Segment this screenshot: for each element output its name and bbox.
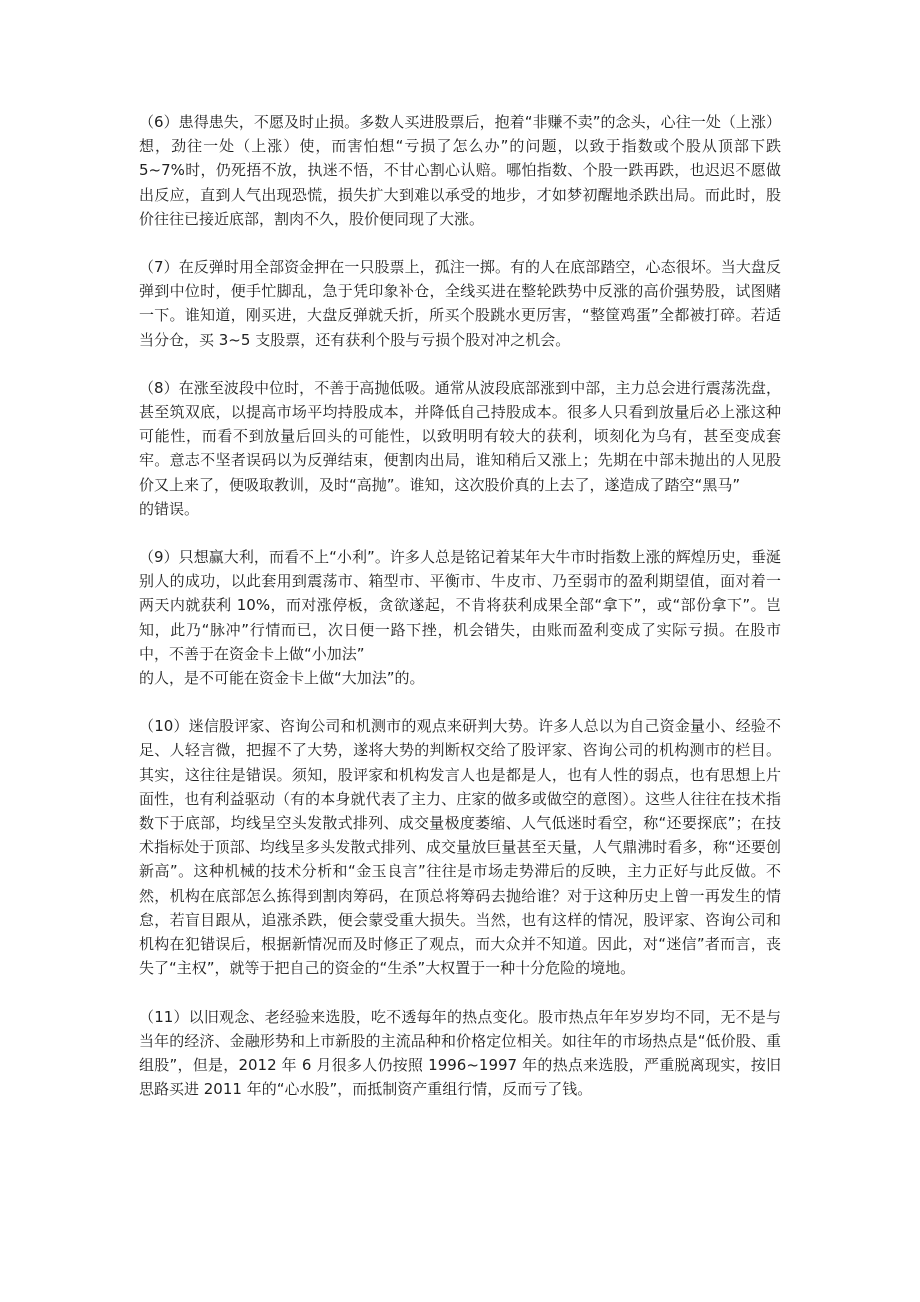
paragraph-10 (139, 714, 781, 980)
paragraph-8 (139, 376, 781, 521)
paragraph-7 (139, 255, 781, 352)
paragraph-text: （11）以旧观念、老经验来选股，吃不透每年的热点变化。股市热点年年岁岁均不同，无不是与当年的经济、金融形势和上市新股的主流品种和价格定位相关。如往年的市场热点是“低价股、重组股”，但是，2012 年 6 月很多人仍按照 1996~1997 年的热点来选股，严重脱离现实，按旧思路买进 2011 年的“心水股”，而抵制资产重组行情，反而亏了钱。 (139, 1007, 781, 1099)
paragraph-text: （10）迷信股评家、咨询公司和机测市的观点来研判大势。许多人总以为自己资金量小、经验不足、人轻言微，把握不了大势，遂将大势的判断权交给了股评家、咨询公司的机构测市的栏目。其实，这往往是错误。须知，股评家和机构发言人也是都是人，也有人性的弱点，也有思想上片面性，也有利益驱动（有的本身就代表了主力、庄家的做多或做空的意图）。这些人往往在技术指数下于底部，均线呈空头发散式排列、成交量极度萎缩、人气低迷时看空，称“还要探底”；在技术指标处于顶部、均线呈多头发散式排列、成交量放巨量甚至天量，人气鼎沸时看多，称“还要创新高”。这种机械的技术分析和“金玉良言”往往是市场走势滞后的反映，主力正好与此反做。不然，机构在底部怎么拣得到割肉筹码，在顶总将筹码去抛给谁？对于这种历史上曾一再发生的情怠，若盲目跟从，追涨杀跌，便会蒙受重大损失。当然，也有这样的情况，股评家、咨询公司和机构在犯错误后，根据新情况而及时修正了观点，而大众并不知道。因此，对“迷信”者而言，丧失了“主权”，就等于把自己的资金的“生杀”大权置于一种十分危险的境地。 (139, 717, 781, 978)
paragraph-text: （8）在涨至波段中位时，不善于高抛低吸。通常从波段底部涨到中部，主力总会进行震荡洗盘，甚至筑双底，以提高市场平均持股成本，并降低自己持股成本。很多人只看到放量后必上涨这种可能性，而看不到放量后回头的可能性，以致明明有较大的获利，顷刻化为乌有，甚至变成套牢。意志不坚者误码以为反弹结束，便割肉出局，谁知稍后又涨上；先期在中部未抛出的人见股价又上来了，便吸取教训，及时“高抛”。谁知，这次股价真的上去了，遂造成了踏空“黑马” (139, 378, 781, 494)
paragraph-6 (139, 110, 781, 231)
paragraph-text: （9）只想赢大利，而看不上“小利”。许多人总是铭记着某年大牛市时指数上涨的辉煌历史，垂涎别人的成功，以此套用到震荡市、箱型市、平衡市、牛皮市、乃至弱市的盈利期望值，面对着一两天内就获利 10%，而对涨停板，贪欲遂起，不肯将获利成果全部“拿下”，或“部份拿下”。岂知，此乃“脉冲”行情而已，次日便一路下挫，机会错失，由账而盈利变成了实际亏损。在股市中，不善于在资金卡上做“小加法” (139, 548, 781, 663)
paragraph-9 (139, 545, 781, 690)
paragraph-text: （7）在反弹时用全部资金押在一只股票上，孤注一掷。有的人在底部踏空，心态很坏。当大盘反弹到中位时，便手忙脚乱，急于凭印象补仓，全线买进在整轮跌势中反涨的高价强势股，试图赌一下。谁知道，刚买进，大盘反弹就夭折，所买个股跳水更厉害，“整筐鸡蛋”全都被打碎。若适当分仓，买 3~5 支股票，还有获利个股与亏损个股对冲之机会。 (139, 258, 781, 349)
paragraph-text-continuation: 的人，是不可能在资金卡上做“大加法”的。 (139, 669, 425, 688)
paragraph-text-continuation: 的错误。 (139, 499, 200, 518)
document-body (139, 110, 781, 1125)
paragraph-text: （6）患得患失，不愿及时止损。多数人买进股票后，抱着“非赚不卖”的念头，心往一处（上涨）想，劲往一处（上涨）使，而害怕想“亏损了怎么办”的问题，以致于指数或个股从顶部下跌 5~7%时，仍死捂不放，执迷不悟，不甘心割心认赔。哪怕指数、个股一跌再跌，也迟迟不愿做出反应，直到人气出现恐慌，损失扩大到难以承受的地步，才如梦初醒地杀跌出局。而此时，股价往往已接近底部，割肉不久，股价便同现了大涨。 (139, 113, 781, 228)
paragraph-11 (139, 1005, 781, 1102)
